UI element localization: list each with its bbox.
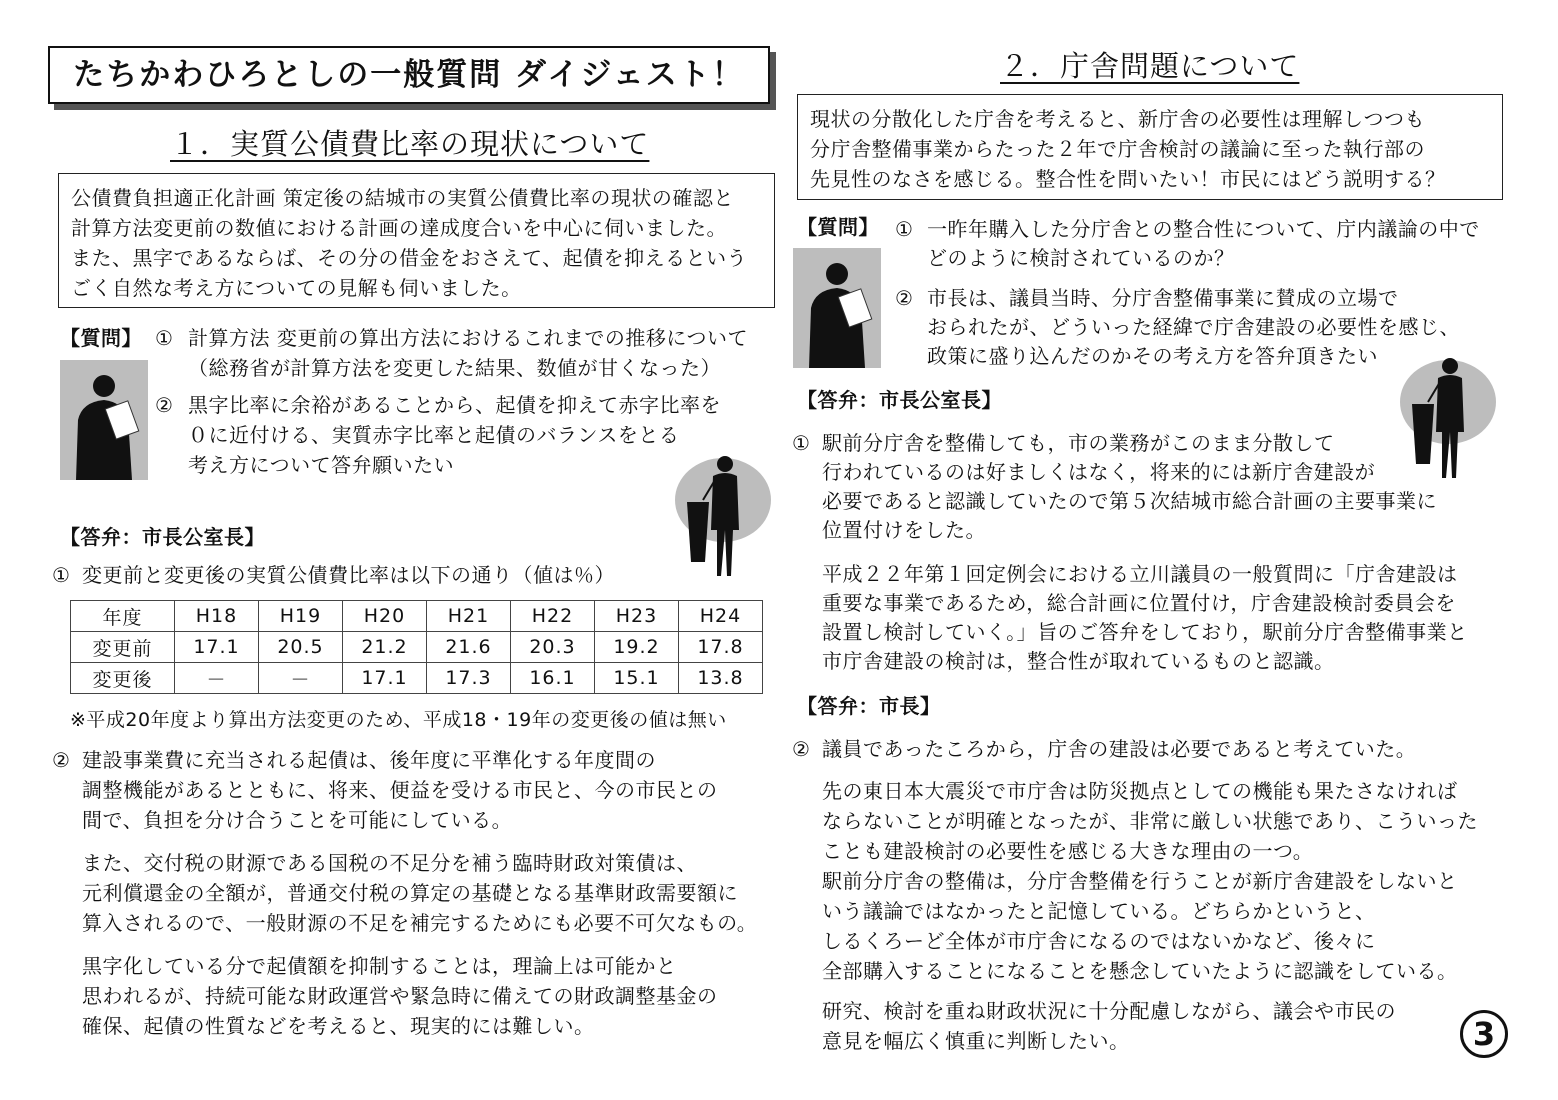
answer-line: 議員であったころから，庁舎の建設は必要であると考えていた。 bbox=[822, 737, 1417, 761]
table-cell: H18 bbox=[175, 601, 259, 632]
question-marker: ② bbox=[895, 286, 914, 310]
answer-line: 平成２２年第１回定例会における立川議員の一般質問に「庁舎建設は bbox=[822, 562, 1458, 586]
table-header-row bbox=[71, 601, 763, 632]
section1-summary-box bbox=[58, 173, 775, 308]
summary-line: 公債費負担適正化計画 策定後の結城市の実質公債費比率の現状の確認と bbox=[71, 186, 734, 210]
reading-man-illustration bbox=[793, 248, 881, 368]
answer-line: しるくろーど全体が市庁舎になるのではないかなど、後々に bbox=[822, 929, 1376, 953]
table-cell: － bbox=[175, 663, 259, 694]
answer-line: 全部購入することになることを懸念していたように認識をしている。 bbox=[822, 959, 1458, 983]
summary-line: 現状の分散化した庁舎を考えると、新庁舎の必要性は理解しつつも bbox=[810, 107, 1425, 131]
section2-summary-box bbox=[797, 94, 1503, 200]
answer-line: 駅前分庁舎を整備しても，市の業務がこのまま分散して bbox=[822, 431, 1335, 455]
question-line: 計算方法 変更前の算出方法におけるこれまでの推移について bbox=[188, 326, 748, 350]
reading-man-illustration bbox=[60, 360, 148, 480]
summary-line: 計算方法変更前の数値における計画の達成度合いを中心に伺いました。 bbox=[71, 216, 727, 240]
answer-line: 元利償還金の全額が，普通交付税の算定の基礎となる基準財政需要額に bbox=[82, 881, 738, 905]
table-cell: 17.3 bbox=[427, 663, 511, 694]
answer-line: 算入されるので、一般財源の不足を補完するためにも必要不可欠なもの。 bbox=[82, 911, 758, 935]
table-cell: 20.5 bbox=[259, 632, 343, 663]
table-cell: 変更後 bbox=[71, 663, 175, 694]
section1-question-label: 【質問】 bbox=[60, 326, 142, 350]
summary-line: 分庁舎整備事業からたった２年で庁舎検討の議論に至った執行部の bbox=[810, 137, 1425, 161]
table-cell: H19 bbox=[259, 601, 343, 632]
section2-heading: ２．庁舎問題について bbox=[1000, 49, 1300, 83]
table-row bbox=[71, 632, 763, 663]
section2-answer-label-1: 【答弁：市長公室長】 bbox=[797, 388, 1002, 412]
question-line: おられたが、どういった経緯で庁舎建設の必要性を感じ、 bbox=[927, 315, 1460, 339]
question-marker: ② bbox=[155, 393, 174, 417]
table-cell: 21.6 bbox=[427, 632, 511, 663]
answer-line: ことも建設検討の必要性を感じる大きな理由の一つ。 bbox=[822, 839, 1314, 863]
answer-marker: ② bbox=[52, 748, 71, 772]
table-cell: 16.1 bbox=[511, 663, 595, 694]
table-note: ※平成20年度より算出方法変更のため、平成18・19年の変更後の値は無い bbox=[70, 709, 727, 731]
answer-line: 間で、負担を分け合うことを可能にしている。 bbox=[82, 808, 513, 832]
table-cell: 17.8 bbox=[679, 632, 763, 663]
answer-line: いう議論ではなかったと記憶している。どちらかというと、 bbox=[822, 899, 1376, 923]
debt-ratio-table bbox=[70, 600, 763, 694]
question-marker: ① bbox=[155, 326, 174, 350]
table-cell: 13.8 bbox=[679, 663, 763, 694]
table-cell: 17.1 bbox=[343, 663, 427, 694]
question-line: 黒字比率に余裕があることから、起債を抑えて赤字比率を bbox=[188, 393, 721, 417]
table-cell: 年度 bbox=[71, 601, 175, 632]
answer-marker: ① bbox=[792, 431, 811, 455]
summary-line: 先見性のなさを感じる。整合性を問いたい！市民にはどう説明する？ bbox=[810, 167, 1446, 191]
answer-line: 行われているのは好ましくはなく，将来的には新庁舎建設が bbox=[822, 460, 1376, 484]
section1-answer-label: 【答弁：市長公室長】 bbox=[60, 525, 265, 549]
section2-question-label: 【質問】 bbox=[797, 215, 879, 239]
question-line: 一昨年購入した分庁舎との整合性について、庁内議論の中で bbox=[927, 217, 1480, 241]
question-line: （総務省が計算方法を変更した結果、数値が甘くなった） bbox=[188, 356, 721, 380]
section2-answer-label-2: 【答弁：市長】 bbox=[797, 694, 941, 718]
table-cell: 20.3 bbox=[511, 632, 595, 663]
answer-line: ならないことが明確となったが、非常に厳しい状態であり、こういった bbox=[822, 809, 1478, 833]
table-cell: H22 bbox=[511, 601, 595, 632]
table-cell: H23 bbox=[595, 601, 679, 632]
answer-line: 黒字化している分で起債額を抑制することは，理論上は可能かと bbox=[82, 954, 677, 978]
question-line: 考え方について答弁願いたい bbox=[188, 453, 455, 477]
summary-line: ごく自然な考え方についての見解も伺いました。 bbox=[71, 276, 522, 300]
answer-line: 変更前と変更後の実質公債費比率は以下の通り（値は％） bbox=[82, 563, 615, 587]
answer-marker: ① bbox=[52, 563, 71, 587]
answer-line: 先の東日本大震災で市庁舎は防災拠点としての機能も果たさなければ bbox=[822, 779, 1458, 803]
answer-line: 確保、起債の性質などを考えると、現実的には難しい。 bbox=[82, 1014, 595, 1038]
summary-line: また、黒字であるならば、その分の借金をおさえて、起債を抑えるという bbox=[71, 246, 748, 270]
answer-line: また、交付税の財源である国税の不足分を補う臨時財政対策債は、 bbox=[82, 851, 697, 875]
table-cell: H20 bbox=[343, 601, 427, 632]
speaker-podium-illustration bbox=[1398, 352, 1498, 482]
answer-line: 位置付けをした。 bbox=[822, 518, 986, 542]
answer-line: 必要であると認識していたので第５次結城市総合計画の主要事業に bbox=[822, 489, 1437, 513]
answer-line: 駅前分庁舎の整備は，分庁舎整備を行うことが新庁舎建設をしないと bbox=[822, 869, 1458, 893]
table-cell: H24 bbox=[679, 601, 763, 632]
table-cell: 21.2 bbox=[343, 632, 427, 663]
answer-line: 設置し検討していく。」旨のご答弁をしており，駅前分庁舎整備事業と bbox=[822, 620, 1468, 644]
main-title: たちかわひろとしの一般質問 ダイジェスト！ bbox=[48, 46, 770, 104]
answer-line: 建設事業費に充当される起債は、後年度に平準化する年度間の bbox=[82, 748, 656, 772]
section1-heading: １．実質公債費比率の現状について bbox=[170, 127, 650, 161]
question-marker: ① bbox=[895, 217, 914, 241]
answer-line: 研究、検討を重ね財政状況に十分配慮しながら、議会や市民の bbox=[822, 999, 1396, 1023]
question-line: ０に近付ける、実質赤字比率と起債のバランスをとる bbox=[188, 423, 680, 447]
table-cell: 17.1 bbox=[175, 632, 259, 663]
table-cell: 15.1 bbox=[595, 663, 679, 694]
answer-marker: ② bbox=[792, 737, 811, 761]
answer-line: 市庁舎建設の検討は，整合性が取れているものと認識。 bbox=[822, 649, 1335, 673]
page-number: 3 bbox=[1460, 1010, 1508, 1058]
table-cell: 19.2 bbox=[595, 632, 679, 663]
answer-line: 意見を幅広く慎重に判断したい。 bbox=[822, 1029, 1130, 1053]
answer-line: 調整機能があるとともに、将来、便益を受ける市民と、今の市民との bbox=[82, 778, 718, 802]
table-row bbox=[71, 663, 763, 694]
question-line: 市長は、議員当時、分庁舎整備事業に賛成の立場で bbox=[927, 286, 1399, 310]
question-line: 政策に盛り込んだのかその考え方を答弁頂きたい bbox=[927, 344, 1378, 368]
answer-line: 重要な事業であるため，総合計画に位置付け，庁舎建設検討委員会を bbox=[822, 591, 1456, 615]
table-cell: 変更前 bbox=[71, 632, 175, 663]
question-line: どのように検討されているのか？ bbox=[927, 246, 1235, 270]
speaker-podium-illustration bbox=[673, 450, 773, 580]
table-cell: H21 bbox=[427, 601, 511, 632]
answer-line: 思われるが、持続可能な財政運営や緊急時に備えての財政調整基金の bbox=[82, 984, 718, 1008]
table-cell: － bbox=[259, 663, 343, 694]
